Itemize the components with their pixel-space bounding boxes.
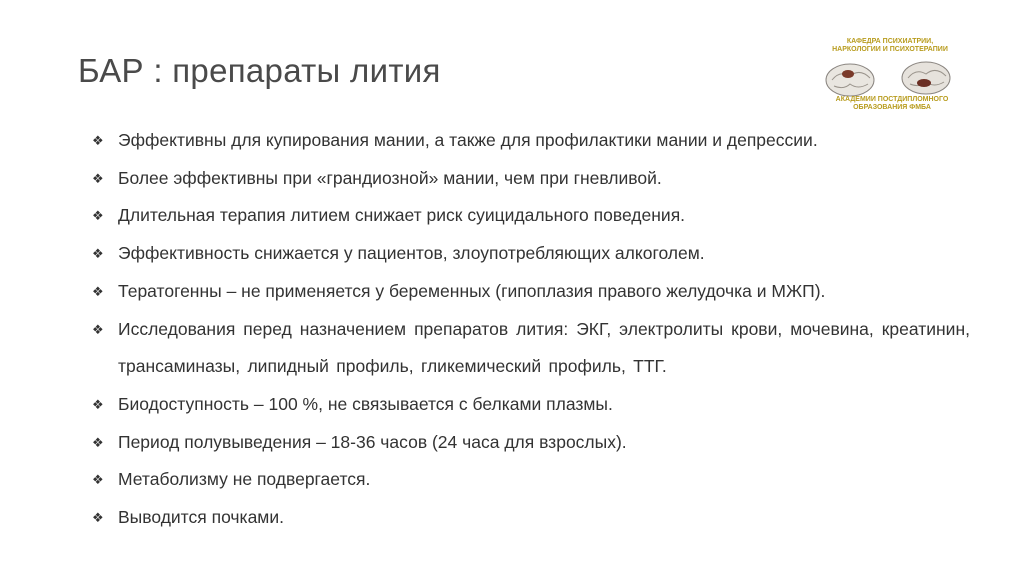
logo-text-top: КАФЕДРА ПСИХИАТРИИ, НАРКОЛОГИИ И ПСИХОТЕРАПИИ <box>832 38 948 53</box>
diamond-bullet-icon: ❖ <box>92 208 104 224</box>
diamond-bullet-icon: ❖ <box>92 321 104 337</box>
department-logo <box>822 36 954 120</box>
list-item <box>90 235 970 273</box>
list-item-text: Метаболизму не подвергается. <box>118 469 371 490</box>
list-item <box>90 311 970 386</box>
list-item <box>90 499 970 537</box>
diamond-bullet-icon: ❖ <box>92 246 104 262</box>
diamond-bullet-icon: ❖ <box>92 133 104 148</box>
list-item <box>90 122 970 160</box>
list-item <box>90 160 970 198</box>
list-item <box>90 461 970 499</box>
list-item <box>90 386 970 424</box>
bullet-list <box>90 122 970 537</box>
list-item <box>90 197 970 235</box>
diamond-bullet-icon: ❖ <box>92 283 104 299</box>
list-item-text: Эффективность снижается у пациентов, злоупотребляющих алкоголем. <box>118 243 705 264</box>
list-item-text: Период полувыведения – 18-36 часов (24 часа для взрослых). <box>118 431 627 452</box>
list-item-text: Биодоступность – 100 %, не связывается с белками плазмы. <box>118 393 613 414</box>
list-item-text: Длительная терапия литием снижает риск суицидального поведения. <box>118 205 686 226</box>
diamond-bullet-icon: ❖ <box>92 434 104 450</box>
diamond-bullet-icon: ❖ <box>92 510 104 526</box>
diamond-bullet-icon: ❖ <box>92 170 104 186</box>
slide-title: БАР : препараты лития <box>78 52 441 89</box>
list-item <box>90 424 970 462</box>
diamond-bullet-icon: ❖ <box>92 396 104 412</box>
list-item <box>90 273 970 311</box>
logo-text-bottom: АКАДЕМИИ ПОСТДИПЛОМНОГО ОБРАЗОВАНИЯ ФМБА <box>835 96 949 111</box>
diamond-bullet-icon: ❖ <box>92 472 104 488</box>
list-item-text: Исследования перед назначением препаратов лития: ЭКГ, электролиты крови, мочевина, креатинин, трансаминазы, липидный профиль, гликемический профиль, ТТГ. <box>118 318 970 377</box>
list-item-text: Тератогенны – не применяется у беременных (гипоплазия правого желудочка и МЖП). <box>118 280 826 301</box>
list-item-text: Выводится почками. <box>118 507 284 528</box>
list-item-text: Более эффективны при «грандиозной» мании, чем при гневливой. <box>118 167 662 188</box>
list-item-text: Эффективны для купирования мании, а также для профилактики мании и депрессии. <box>118 130 818 150</box>
